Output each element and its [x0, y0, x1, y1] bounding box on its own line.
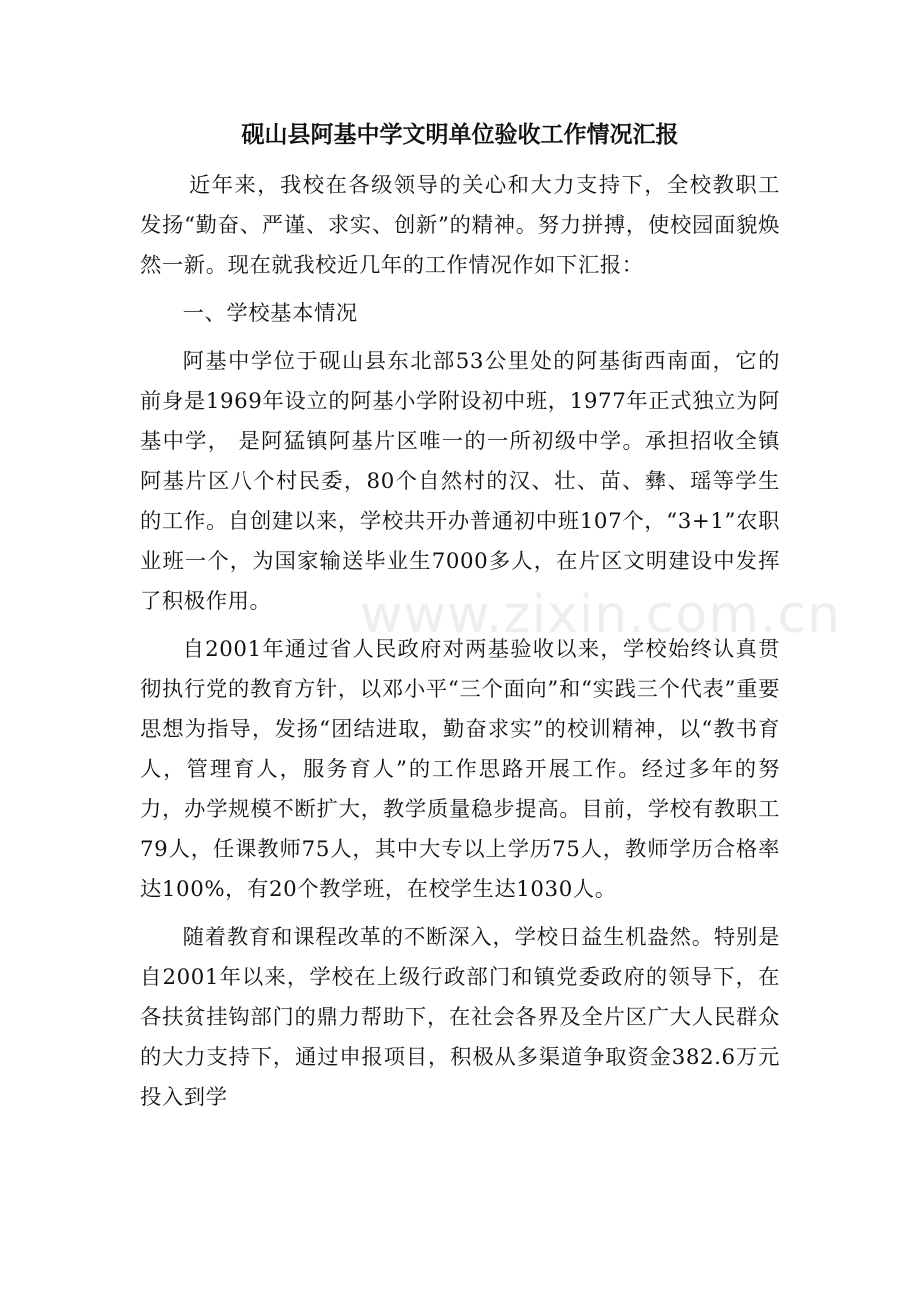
document-title: 砚山县阿基中学文明单位验收工作情况汇报 — [241, 121, 679, 148]
paragraph-school-history: 阿基中学位于砚山县东北部53公里处的阿基街西南面，它的前身是1969年设立的阿基小学附设初中班，1977年正式独立为阿基中学， 是阿猛镇阿基片区唯一的一所初级中学。承担招收全镇阿基片区八个村民委，80个自然村的汉、壮、苗、彝、瑶等学生的工作。自创建以来，学校共开办普通初中班107个，“3+1”农职业班一个，为国家输送毕业生7000多人，在片区文明建设中发挥了积极作用。 — [140, 349, 780, 614]
paragraph-school-development: 自2001年通过省人民政府对两基验收以来，学校始终认真贯彻执行党的教育方针，以邓小平“三个面向”和“实践三个代表”重要思想为指导，发扬“团结进取，勤奋求实”的校训精神，以“教书育人，管理育人，服务育人”的工作思路开展工作。经过多年的努力，办学规模不断扩大，教学质量稳步提高。目前，学校有教职工79人，任课教师75人，其中大专以上学历75人，教师学历合格率达100%，有20个教学班，在校学生达1030人。 — [140, 637, 780, 902]
site-watermark: www.zixin.com.cn — [360, 585, 841, 645]
document-body — [140, 166, 780, 1118]
paragraph-intro: 近年来，我校在各级领导的关心和大力支持下，全校教职工发扬“勤奋、严谨、求实、创新”的精神。努力拼搏，使校园面貌焕然一新。现在就我校近几年的工作情况作如下汇报： — [140, 173, 780, 278]
paragraph-reform-investment: 随着教育和课程改革的不断深入，学校日益生机盎然。特别是自2001年以来，学校在上级行政部门和镇党委政府的领导下，在各扶贫挂钩部门的鼎力帮助下，在社会各界及全片区广大人民群众的大力支持下，通过申报项目，积极从多渠道争取资金382.6万元投入到学 — [140, 925, 780, 1110]
section-heading-basic-info: 一、学校基本情况 — [182, 301, 358, 326]
